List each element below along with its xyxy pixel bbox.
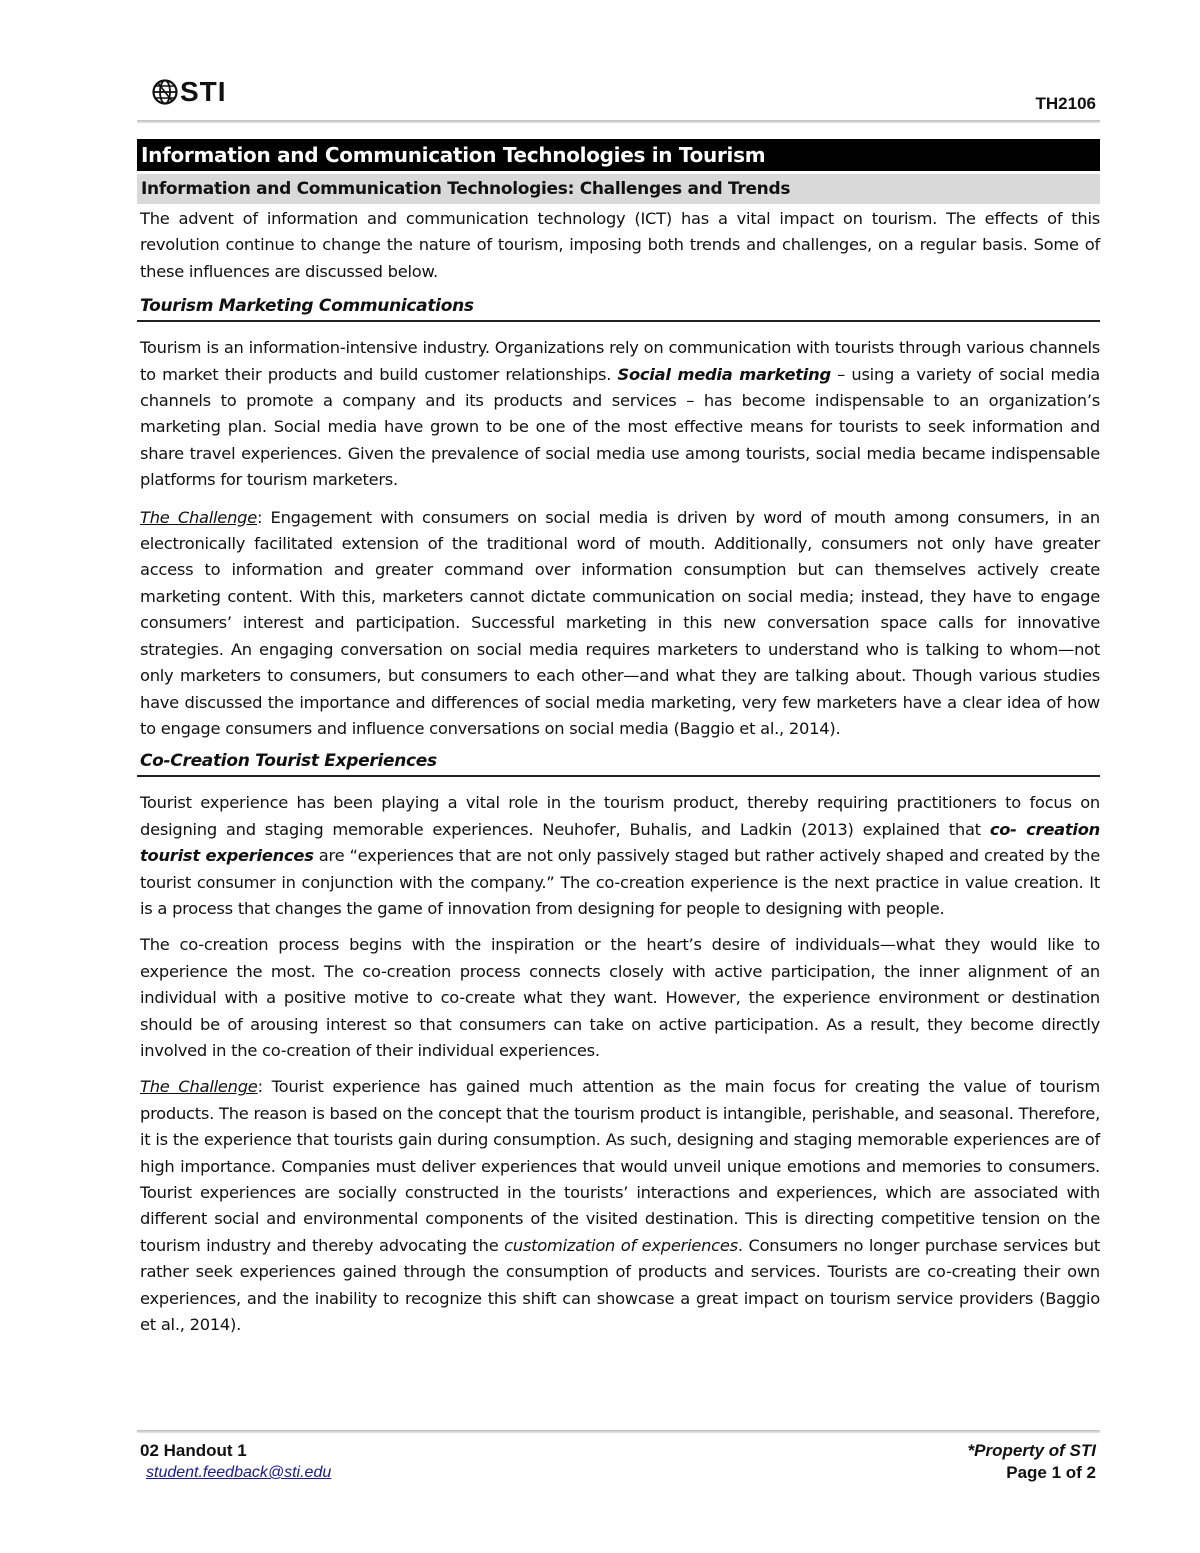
co-creation-challenge-paragraph <box>137 1074 1100 1338</box>
page-number: Page 1 of 2 <box>1006 1463 1096 1482</box>
co-creation-paragraph-1 <box>137 790 1100 922</box>
challenge-label: The Challenge <box>140 507 257 527</box>
logo-text: STI <box>180 76 227 107</box>
content-column <box>137 139 1100 1338</box>
footer-left <box>140 1440 331 1484</box>
text-run: : Engagement with consumers on social media is driven by word of mouth among consumers, in an electronically facilitated extension of the traditional word of mouth. Additionally, consumers not only have greater access to information and greater command over information consumption but can themselves actively create marketing content. With this, marketers cannot dictate communication on social media; instead, they have to engage consumers’ interest and participation. Successful marketing in this new conversation space calls for innovative strategies. An engaging conversation on social media requires marketers to understand who is talking to whom—not only marketers to consumers, but consumers to each other—and what they are talking about. Though various studies have discussed the importance and differences of social media marketing, very few marketers have a clear idea of how to engage consumers and influence conversations on social media (Baggio et al., 2014). <box>140 507 1100 738</box>
property-notice: *Property of STI <box>967 1441 1096 1460</box>
header-divider <box>137 120 1100 123</box>
section-heading-co-creation: Co-Creation Tourist Experiences <box>137 749 1100 777</box>
key-term-co-creation: co- creation tourist experiences <box>140 819 1100 866</box>
co-creation-paragraph-2: The co-creation process begins with the inspiration or the heart’s desire of individuals—what they would like to experience the most. The co-creation process connects closely with active participation, the inner alignment of an individual with a positive motive to co-create what they want. However, the experience environment or destination should be of arousing interest so that consumers can take on active participation. As a result, they become directly involved in the co-creation of their individual experiences. <box>140 935 1100 1060</box>
section-heading-marketing: Tourism Marketing Communications <box>137 294 1100 322</box>
text-run: . Consumers no longer purchase services but rather seek experiences gained through the consumption of products and services. Tourists are co-creating their own experiences, and the inability to recognize this shift can showcase a great impact on tourism service providers (Baggio et al., 2014). <box>140 1235 1100 1335</box>
intro-paragraph: The advent of information and communication technology (ICT) has a vital impact on tourism. The effects of this revolution continue to change the nature of tourism, imposing both trends and challenges, on a regular basis. Some of these influences are discussed below. <box>140 209 1100 281</box>
challenge-label: The Challenge <box>140 1077 258 1097</box>
marketing-paragraph <box>137 335 1100 493</box>
sti-logo <box>152 78 227 106</box>
text-run: are “experiences that are not only passively staged but rather actively shaped and created by the tourist consumer in conjunction with the company.” The co-creation experience is the next practice in value creation. It is a process that changes the game of innovation from designing for people to designing with people. <box>140 846 1100 918</box>
globe-icon <box>152 79 178 105</box>
marketing-challenge-paragraph <box>137 505 1100 743</box>
italic-term: customization of experiences <box>504 1235 738 1255</box>
document-code: TH2106 <box>1035 94 1096 113</box>
handout-label: 02 Handout 1 <box>140 1441 247 1460</box>
text-run: – using a variety of social media channels to promote a company and its products and services – has become indispensable to an organization’s marketing plan. Social media have grown to be one of the most effective means for tourists to seek information and share travel experiences. Given the prevalence of social media use among tourists, social media became indispensable platforms for tourism marketers. <box>140 364 1101 490</box>
page-title: Information and Communication Technologies in Tourism <box>137 139 1100 171</box>
text-run: Tourism is an information-intensive industry. Organizations rely on communication with tourists through various channels to market their products and build customer relationships. <box>140 338 1100 384</box>
text-run: : Tourist experience has gained much attention as the main focus for creating the value of tourism products. The reason is based on the concept that the tourism product is intangible, perishable, and seasonal. Therefore, it is the experience that tourists gain during consumption. As such, designing and staging memorable experiences are of high importance. Companies must deliver experiences that would unveil unique emotions and memories to consumers. Tourist experiences are socially constructed in the tourists’ interactions and experiences, which are associated with different social and environmental components of the visited destination. This is directing competitive tension on the tourism industry and thereby advocating the <box>140 1077 1100 1255</box>
page-subtitle: Information and Communication Technologies: Challenges and Trends <box>137 174 1100 204</box>
footer-divider <box>137 1430 1100 1433</box>
text-run: Tourist experience has been playing a vital role in the tourism product, thereby requiring practitioners to focus on designing and staging memorable experiences. Neuhofer, Buhalis, and Ladkin (2013) explained that <box>140 793 1100 839</box>
footer-right <box>968 1440 1096 1484</box>
key-term-social-media-marketing: Social media marketing <box>617 364 831 384</box>
feedback-email-link[interactable]: student.feedback@sti.edu <box>146 1464 332 1481</box>
